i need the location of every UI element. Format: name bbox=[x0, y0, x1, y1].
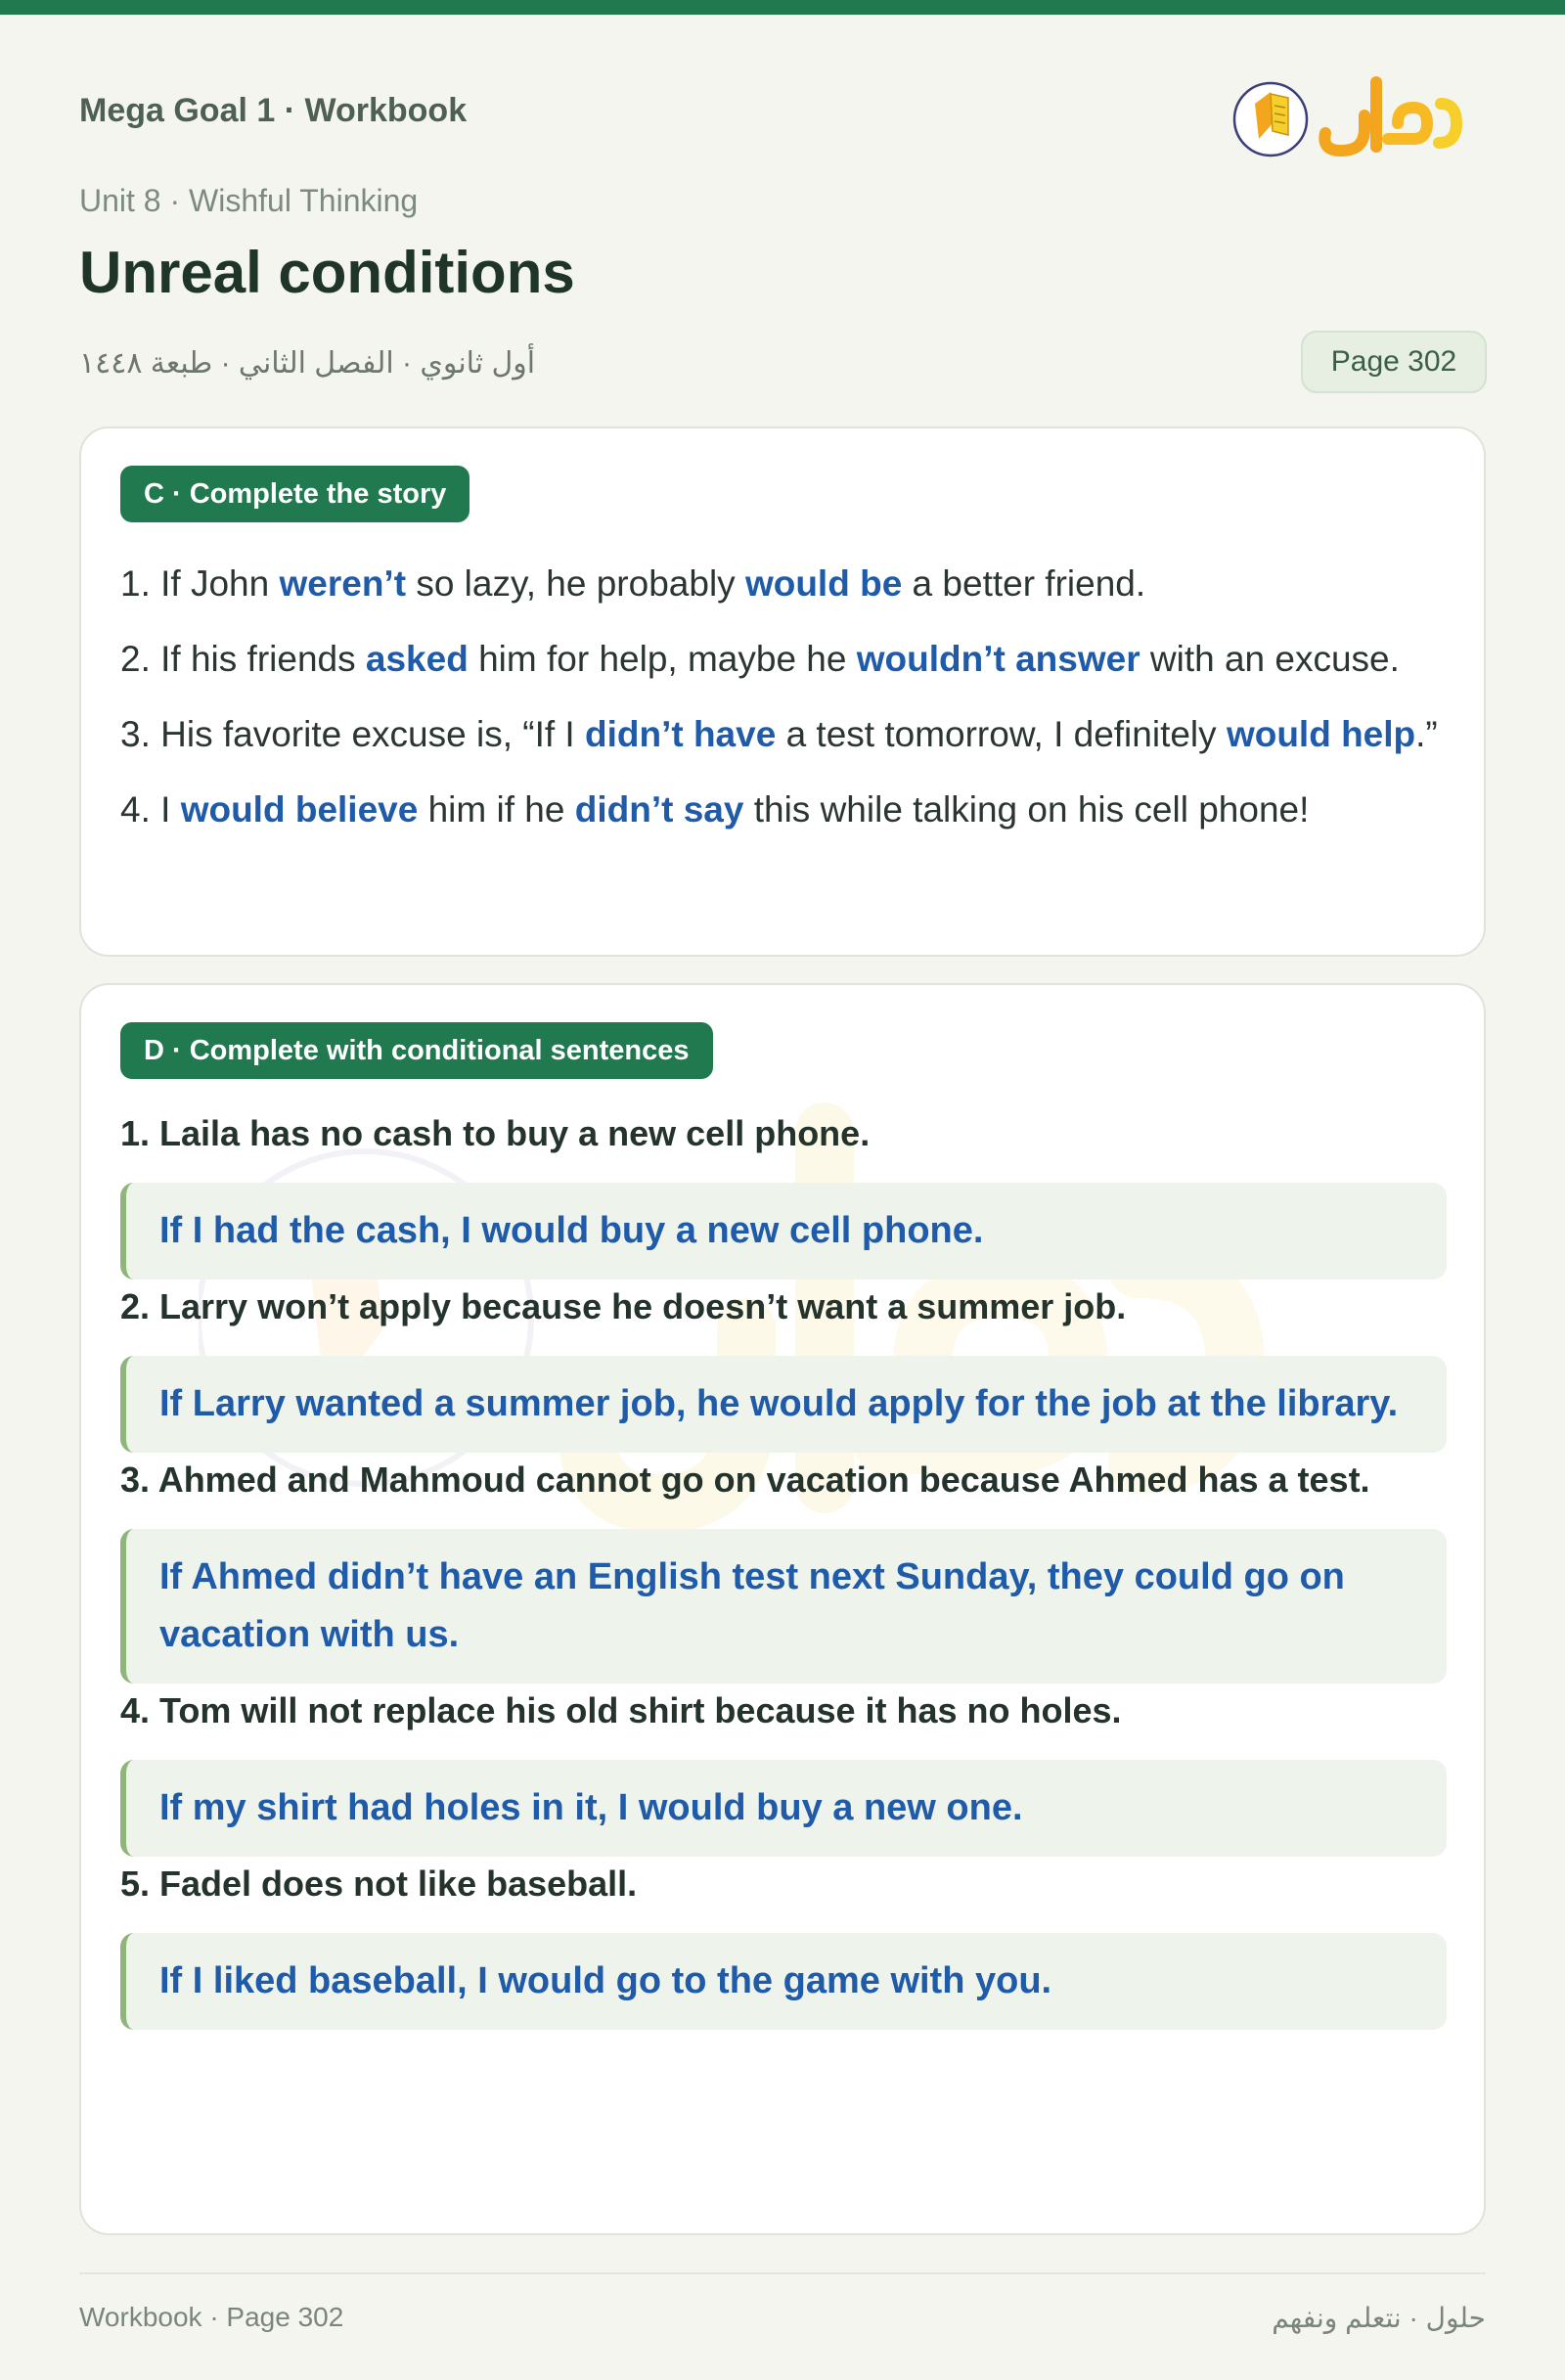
section-d-badge: D · Complete with conditional sentences bbox=[120, 1022, 713, 1079]
sentence-text: a better friend. bbox=[902, 563, 1146, 604]
sentence-text: 3. His favorite excuse is, “If I bbox=[120, 714, 585, 754]
section-c-card bbox=[79, 427, 1486, 957]
brand-logo bbox=[1231, 65, 1472, 162]
conditional-item bbox=[120, 1106, 1451, 1280]
book-pen-icon bbox=[1231, 65, 1472, 162]
sentence-text: 1. If John bbox=[120, 563, 280, 604]
sentence-text: 2. If his friends bbox=[120, 639, 366, 679]
page-title: Unreal conditions bbox=[79, 240, 575, 305]
answer-fill: would be bbox=[744, 563, 903, 604]
answer-box: If Ahmed didn’t have an English test next Sunday, they could go on vacation with us. bbox=[120, 1529, 1447, 1684]
answer-box: If I liked baseball, I would go to the game with you. bbox=[120, 1933, 1447, 2030]
story-sentence bbox=[120, 706, 1451, 763]
arabic-grade-meta: أول ثانوي · الفصل الثاني · طبعة ١٤٤٨ bbox=[79, 347, 536, 380]
story-sentence bbox=[120, 782, 1451, 838]
answer-fill: asked bbox=[365, 639, 469, 679]
sentence-text: with an excuse. bbox=[1140, 639, 1400, 679]
conditional-item bbox=[120, 1280, 1451, 1453]
conditional-list bbox=[120, 1106, 1451, 2030]
sentence-text: .” bbox=[1415, 714, 1438, 754]
sentence-text: him for help, maybe he bbox=[468, 639, 857, 679]
footer-divider bbox=[79, 2272, 1486, 2274]
section-c-badge: C · Complete the story bbox=[120, 466, 470, 522]
story-sentence bbox=[120, 631, 1451, 688]
answer-fill: would help bbox=[1226, 714, 1416, 754]
page-number-badge: Page 302 bbox=[1301, 331, 1487, 393]
prompt-sentence: 5. Fadel does not like baseball. bbox=[120, 1864, 638, 1904]
sentence-text: 4. I bbox=[120, 789, 181, 830]
answer-box: If Larry wanted a summer job, he would apply for the job at the library. bbox=[120, 1356, 1447, 1453]
answer-fill: wouldn’t answer bbox=[856, 639, 1140, 679]
sentence-text: a test tomorrow, I definitely bbox=[776, 714, 1227, 754]
answer-fill: didn’t have bbox=[584, 714, 777, 754]
prompt-sentence: 4. Tom will not replace his old shirt because it has no holes. bbox=[120, 1690, 1122, 1730]
answer-box: If my shirt had holes in it, I would buy a new one. bbox=[120, 1760, 1447, 1857]
story-list bbox=[120, 556, 1451, 857]
conditional-item bbox=[120, 1453, 1451, 1684]
sentence-text: this while talking on his cell phone! bbox=[743, 789, 1310, 830]
sentence-text: him if he bbox=[418, 789, 575, 830]
conditional-item bbox=[120, 1857, 1451, 2030]
answer-fill: would believe bbox=[180, 789, 419, 830]
answer-fill: didn’t say bbox=[574, 789, 744, 830]
prompt-sentence: 1. Laila has no cash to buy a new cell phone. bbox=[120, 1113, 871, 1153]
answer-fill: weren’t bbox=[279, 563, 407, 604]
footer-page-label: Workbook · Page 302 bbox=[79, 2302, 344, 2332]
section-d-card bbox=[79, 983, 1486, 2235]
answer-box: If I had the cash, I would buy a new cell phone. bbox=[120, 1183, 1447, 1280]
sentence-text: so lazy, he probably bbox=[406, 563, 745, 604]
top-accent-bar bbox=[0, 0, 1565, 15]
book-title: Mega Goal 1 · Workbook bbox=[79, 92, 468, 129]
conditional-item bbox=[120, 1684, 1451, 1857]
unit-line: Unit 8 · Wishful Thinking bbox=[79, 183, 419, 218]
prompt-sentence: 3. Ahmed and Mahmoud cannot go on vacation because Ahmed has a test. bbox=[120, 1459, 1370, 1500]
prompt-sentence: 2. Larry won’t apply because he doesn’t want a summer job. bbox=[120, 1286, 1127, 1326]
footer-brand-tagline: حلول · نتعلم ونفهم bbox=[1272, 2303, 1486, 2333]
story-sentence bbox=[120, 556, 1451, 612]
